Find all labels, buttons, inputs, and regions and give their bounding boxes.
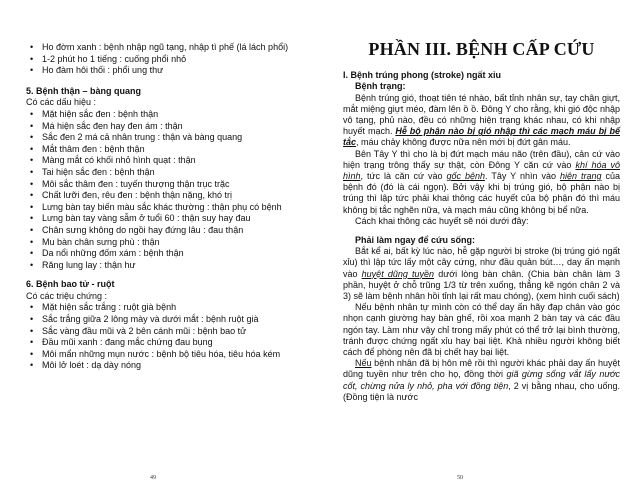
text-run: , máu chảy không được nữa nên mới bị đứt gân máu. bbox=[356, 137, 571, 148]
list-item: • Lưng bàn tay biến màu sắc khác thường : thận phụ có bệnh bbox=[26, 202, 309, 214]
list-item: • Đầu mũi xanh : đang mắc chứng đau bụng bbox=[26, 337, 309, 349]
list-item: • Sắc trắng giữa 2 lông mày và dưới mắt : bệnh ruột già bbox=[26, 314, 309, 326]
list-item: • Ho đờm xanh : bệnh nhập ngũ tạng, nhập tì phế (lá lách phổi) bbox=[26, 42, 309, 54]
paragraph-method-intro: Cách khai thông các huyết sẽ nói dưới đây: bbox=[355, 215, 529, 226]
section-title: I. Bệnh trúng phong (stroke) ngất xỉu bbox=[343, 70, 501, 81]
underlined-term: gốc bệnh bbox=[446, 171, 486, 182]
text-run: Bắt kể ai, bất kỳ lúc nào, hễ gặp người bị stroke (bị trúng gió ngất xỉu) thì lập tức lấy một cây cứng, như đầu quản bút…, day ấn mạnh vào bbox=[343, 246, 620, 279]
text-run: của bệnh đó (đó là cái ngọn). Bởi vậy khi bị trúng gió, bộ phận nào bị trúng thì lập tức phải khai thông các huyết của bộ phận đó thì máu không bị tắc nghẽn nữa, và mạch máu cũng không bị bể nữa. bbox=[343, 171, 620, 215]
text-run: dưới lòng bàn chân. (Chia bàn chân làm 3 phần, huyệt ở chỗ trũng 1/3 từ trên xuống, thẳng kẽ ngón chân 2 và 3) sẽ làm bệnh nhân hồi tỉnh lại rất mau chóng), (xem hình cuối sách) bbox=[343, 268, 620, 302]
list-item: • Má hiện sắc đen hay đen ám : thận bbox=[26, 121, 309, 133]
chapter-title: PHẦN III. BỆNH CẤP CỨU bbox=[368, 39, 595, 59]
list-item: • 1-2 phút ho 1 tiếng : cuống phổi nhỏ bbox=[26, 54, 309, 66]
list-item: • Sắc vàng đầu mũi và 2 bên cánh mũi : bệnh bao tử bbox=[26, 326, 309, 338]
list-item: • Mặt hiện sắc trắng : ruột già bệnh bbox=[26, 302, 309, 314]
underlined-term: Nếu bbox=[355, 358, 372, 369]
list-item: • Chân sưng không do ngồi hay đứng lâu : đau thận bbox=[26, 225, 309, 237]
list-item: • Mu bàn chân sưng phù : thận bbox=[26, 237, 309, 249]
underlined-term: hiện trạng bbox=[559, 171, 602, 182]
paragraph-coma bbox=[343, 358, 620, 403]
subsection-title: Bệnh trạng: bbox=[355, 81, 406, 92]
list-item: • Lưng bàn tay vàng sẫm ở tuổi 60 : thận suy hay đau bbox=[26, 213, 309, 225]
list-item: • Da nổi những đốm xám : bệnh thận bbox=[26, 248, 309, 260]
section-6-subtitle: Có các triệu chứng : bbox=[26, 290, 108, 301]
section-5-title: 5. Bệnh thận – bàng quang bbox=[26, 85, 142, 96]
text-run: bệnh nhân đã bị hôn mê rồi thì người khác phải day ấn huyệt dũng tuyền như trên cho họ, đồng thời bbox=[343, 358, 620, 380]
list-item: • Tai hiện sắc đen : bệnh thận bbox=[26, 167, 309, 179]
emphasis-text: Hễ bộ phận nào bị gió nhập thì các mạch máu bị bế tắc bbox=[343, 126, 620, 148]
list-item: • Sắc đen 2 má cả nhân trung : thận và bàng quang bbox=[26, 132, 309, 144]
list-item: • Môi mẩn những mụn nước : bệnh bộ tiêu hóa, tiêu hóa kém bbox=[26, 349, 309, 361]
section-6-list bbox=[26, 302, 309, 372]
text-run: , 2 vị bằng nhau, cho uống. (Đồng tiện là nước bbox=[343, 380, 620, 402]
list-item: • Môi lở loét : dạ dày nóng bbox=[26, 360, 309, 372]
section-6-title: 6. Bệnh bao tử - ruột bbox=[26, 279, 115, 290]
section-5-list bbox=[26, 109, 309, 271]
page-number-right: 50 bbox=[457, 475, 463, 481]
list-item: • Mắt thâm đen : bệnh thận bbox=[26, 144, 309, 156]
paragraph-first-aid bbox=[343, 246, 620, 302]
text-run: , tức là căn cứ vào bbox=[360, 171, 447, 182]
list-item: • Môi sắc thâm đen : tuyến thượng thận trục trặc bbox=[26, 179, 309, 191]
italic-text: giã gừng sống vắt lấy nước cốt, chừng nửa ly nhỏ, pha với đồng tiện bbox=[343, 369, 620, 391]
paragraph-symptoms bbox=[343, 93, 620, 149]
list-item: • Màng mắt có khối nhỏ hình quạt : thận bbox=[26, 155, 309, 167]
list-item: • Ho đàm hôi thối : phổi ung thư bbox=[26, 65, 309, 77]
page-number-left: 49 bbox=[150, 475, 156, 481]
text-run: . Tây Y nhìn vào bbox=[485, 171, 560, 182]
right-page bbox=[319, 0, 638, 493]
intro-list bbox=[26, 42, 309, 77]
paragraph-east-west bbox=[343, 149, 620, 216]
underlined-term: khí hóa vô hình bbox=[343, 159, 620, 182]
paragraph-self-help: Nếu bệnh nhân tự mình còn có thể day ấn hãy đạp chân vào góc nhọn cạnh giường hay bàn ghế, rồi xoa mạnh 2 bàn tay và các đầu ngón tay. Làm như vậy chỉ trong mấy phút có thể trở lại bình thường, tránh được chứng ngất xỉu hay bại liệt. Khả nhiều người không biết cách để phòng nên đã bị chết hay bại liệt. bbox=[343, 302, 620, 358]
text-run: Bệnh trúng gió, thoạt tiên té nhào, bất tỉnh nhân sự, tay chân giựt, mắt miệng giựt méo, đàm lên ồ ồ. Đông Y cho rằng, khi gió độc nhập vô tạng, phủ nào, đều có những hiện trạng khác nhau, có khi nhập huyết mạch. bbox=[343, 92, 620, 137]
list-item: • Răng lung lay : thận hư bbox=[26, 260, 309, 272]
text-run: Bên Tây Y thì cho là bị đứt mạch máu não (trên đầu), cản cứ vào hiện trạng trông thấy sự thật, còn Đông Y căn cứ vào bbox=[343, 148, 620, 170]
action-title: Phải làm ngay để cứu sống: bbox=[355, 235, 476, 246]
underlined-term: huyệt dũng tuyền bbox=[361, 268, 435, 279]
section-5-subtitle: Có các dấu hiệu : bbox=[26, 97, 97, 108]
list-item: • Chất lưỡi đen, rêu đen : bệnh thận nặng, khó trị bbox=[26, 190, 309, 202]
list-item: • Mặt hiện sắc đen : bệnh thận bbox=[26, 109, 309, 121]
